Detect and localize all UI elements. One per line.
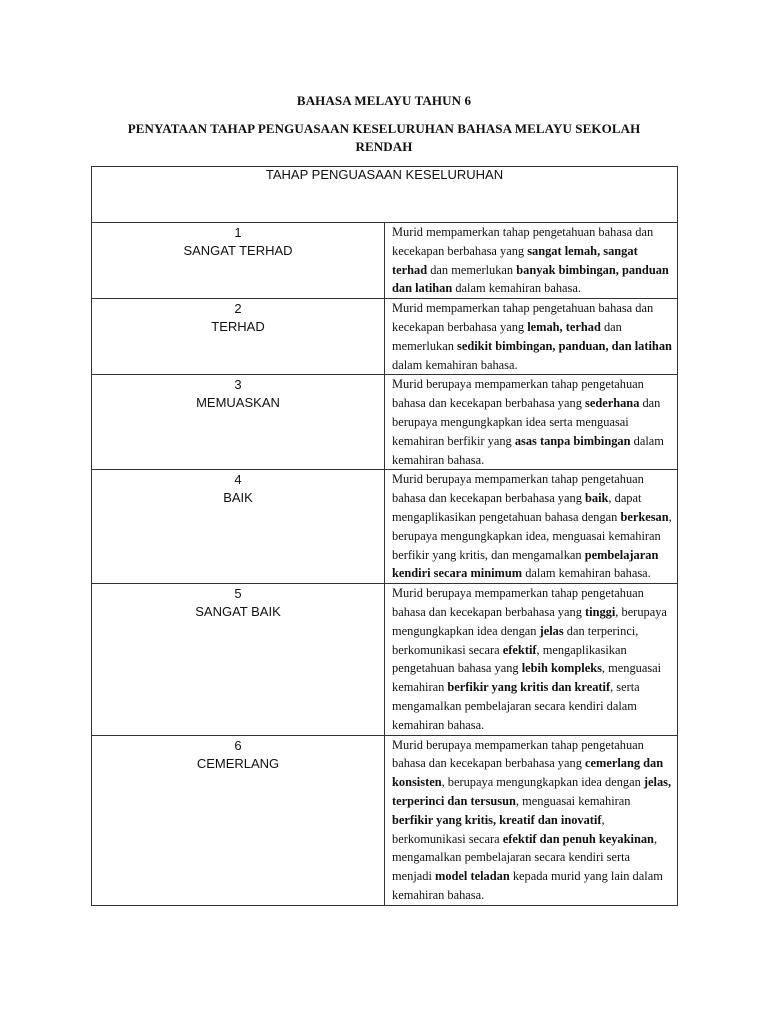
description-emphasis: banyak bimbingan, panduan dan latihan bbox=[392, 262, 669, 296]
level-cell bbox=[92, 470, 385, 584]
description-text: Murid berupaya mempamerkan tahap pengetahuan bahasa dan kecekapan berbahasa yang bbox=[392, 377, 644, 411]
description-text: , mengaplikasikan pengetahuan bahasa yang bbox=[392, 642, 627, 676]
level-label: MEMUASKAN bbox=[196, 395, 280, 411]
table-row bbox=[92, 584, 678, 735]
document-title: BAHASA MELAYU TAHUN 6 bbox=[296, 93, 472, 108]
description-text: , dapat mengaplikasikan pengetahuan bahasa dengan bbox=[392, 491, 642, 524]
mastery-level-table bbox=[91, 166, 678, 906]
level-label: BAIK bbox=[223, 490, 253, 506]
description-text: dalam kemahiran bahasa. bbox=[452, 281, 581, 296]
level-cell bbox=[92, 375, 385, 470]
level-cell bbox=[92, 735, 385, 905]
description-text: , serta mengamalkan pembelajaran secara kendiri dalam kemahiran bahasa. bbox=[392, 680, 640, 732]
description-emphasis: baik bbox=[585, 491, 609, 506]
description-emphasis: pembelajaran kendiri secara minimum bbox=[392, 547, 659, 581]
description-text: , mengamalkan pembelajaran secara kendiri serta menjadi bbox=[392, 831, 658, 884]
description-emphasis: cemerlang dan konsisten bbox=[392, 756, 664, 790]
level-number: 2 bbox=[234, 301, 242, 317]
description-text: dalam kemahiran bahasa. bbox=[392, 357, 518, 372]
table-row bbox=[92, 375, 678, 470]
description-text: Murid mempamerkan tahap pengetahuan bahasa dan kecekapan berbahasa yang bbox=[392, 301, 654, 334]
level-number: 5 bbox=[234, 586, 242, 602]
level-cell bbox=[92, 223, 385, 299]
level-number: 1 bbox=[234, 225, 242, 240]
description-text: , berkomunikasi secara bbox=[392, 812, 605, 846]
table-row bbox=[92, 470, 678, 584]
description-text: dan memerlukan bbox=[392, 319, 622, 353]
description-text: , berupaya mengungkapkan idea dengan bbox=[441, 775, 644, 790]
description-emphasis: berfikir yang kritis dan kreatif bbox=[447, 680, 611, 695]
description-text: dan memerlukan bbox=[427, 262, 517, 277]
description-emphasis: berfikir yang kritis, kreatif dan inovatif bbox=[392, 812, 602, 827]
description-text: dan berupaya mengungkapkan idea serta menguasai kemahiran berfikir yang bbox=[392, 396, 661, 448]
description-emphasis: model teladan bbox=[435, 869, 510, 884]
description-text: dalam kemahiran bahasa. bbox=[392, 433, 664, 467]
description-text: dalam kemahiran bahasa. bbox=[522, 566, 651, 581]
level-label: CEMERLANG bbox=[196, 755, 280, 771]
description-text: , berupaya mengungkapkan idea dengan bbox=[392, 604, 667, 638]
table-body bbox=[92, 223, 678, 906]
description-text: , menguasai kemahiran bbox=[515, 793, 631, 808]
description-emphasis: efektif bbox=[502, 642, 537, 657]
description-emphasis: asas tanpa bimbingan bbox=[514, 433, 631, 448]
level-description bbox=[385, 584, 678, 735]
level-cell bbox=[92, 584, 385, 735]
table-row bbox=[92, 735, 678, 905]
level-description bbox=[385, 223, 678, 299]
level-description bbox=[385, 299, 678, 375]
level-number: 3 bbox=[234, 377, 242, 393]
level-cell bbox=[92, 299, 385, 375]
description-text: dan terperinci, berkomunikasi secara bbox=[392, 623, 639, 657]
description-emphasis: lebih kompleks bbox=[521, 661, 602, 676]
description-emphasis: sederhana bbox=[585, 396, 640, 411]
level-label: TERHAD bbox=[211, 319, 265, 335]
description-emphasis: efektif dan penuh keyakinan bbox=[502, 831, 654, 846]
table-row bbox=[92, 299, 678, 375]
description-text: kepada murid yang lain dalam kemahiran bahasa. bbox=[392, 869, 663, 902]
description-text: Murid mempamerkan tahap pengetahuan bahasa dan kecekapan berbahasa yang bbox=[392, 225, 654, 258]
description-text: , menguasai kemahiran bbox=[392, 661, 662, 695]
description-emphasis: lemah, terhad bbox=[527, 319, 601, 334]
description-emphasis: jelas, terperinci dan tersusun bbox=[392, 775, 672, 808]
description-emphasis: sangat lemah, sangat terhad bbox=[392, 243, 638, 277]
level-number: 4 bbox=[234, 472, 242, 488]
level-label: SANGAT TERHAD bbox=[183, 243, 293, 258]
description-emphasis: jelas bbox=[539, 623, 564, 638]
level-description bbox=[385, 735, 678, 905]
table-row bbox=[92, 223, 678, 299]
level-description bbox=[385, 375, 678, 470]
table-header-row bbox=[92, 167, 678, 223]
level-label: SANGAT BAIK bbox=[195, 604, 281, 620]
description-emphasis: tinggi bbox=[585, 604, 616, 619]
description-text: Murid berupaya mempamerkan tahap pengetahuan bahasa dan kecekapan berbahasa yang bbox=[392, 586, 644, 619]
description-text: , berupaya mengungkapkan idea, menguasai kemahiran berfikir yang kritis, dan mengamalkan bbox=[392, 509, 672, 562]
level-number: 6 bbox=[234, 737, 242, 753]
level-description bbox=[385, 470, 678, 584]
description-emphasis: berkesan bbox=[620, 509, 669, 524]
description-text: Murid berupaya mempamerkan tahap pengetahuan bahasa dan kecekapan berbahasa yang bbox=[392, 472, 644, 506]
document-subtitle: PENYATAAN TAHAP PENGUASAAN KESELURUHAN BAHASA MELAYU SEKOLAH RENDAH bbox=[127, 121, 641, 154]
description-emphasis: sedikit bimbingan, panduan, dan latihan bbox=[457, 338, 672, 353]
table-header: TAHAP PENGUASAAN KESELURUHAN bbox=[92, 167, 678, 223]
description-text: Murid berupaya mempamerkan tahap pengetahuan bahasa dan kecekapan berbahasa yang bbox=[392, 737, 644, 771]
